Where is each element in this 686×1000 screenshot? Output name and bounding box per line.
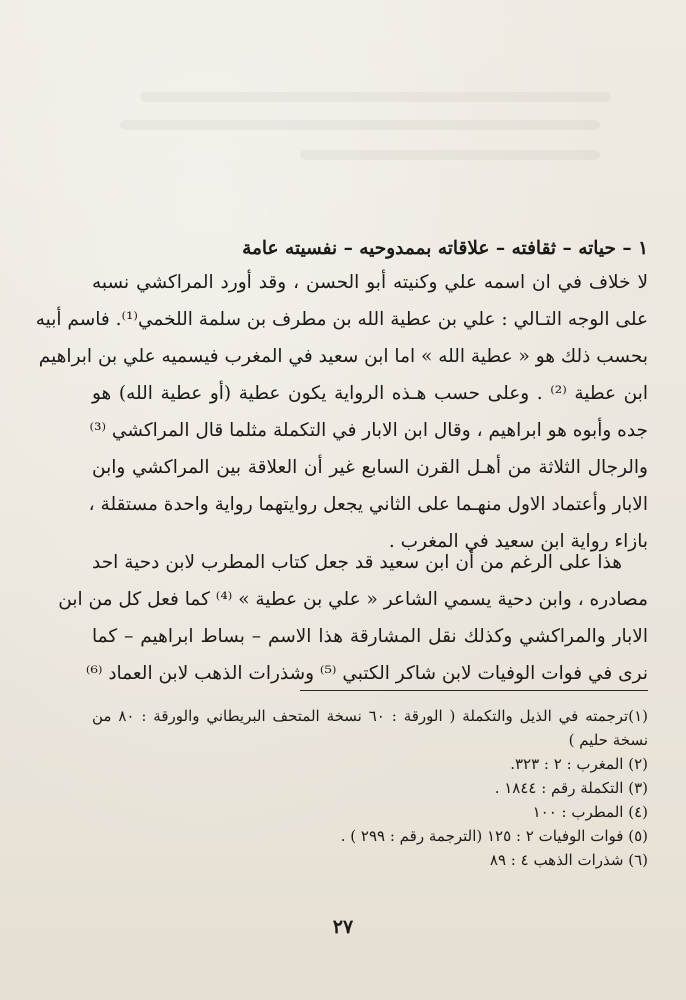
paragraph-1	[35, 264, 648, 560]
text-line: الابار والمراكشي وكذلك نقل المشارقة هذا الاسم – بساط ابراهيم – كما	[92, 626, 648, 647]
text-line: لا خلاف في ان اسمه علي وكنيته أبو الحسن ، وقد أورد المراكشي نسبه	[92, 272, 648, 293]
footnote: (١)ترجمته في الذيل والتكملة ( الورقة : ٦٠ نسخة المتحف البريطاني والورقة : ٨٠ من	[92, 707, 648, 725]
footnote: (٦) شذرات الذهب ٤ : ٨٩	[489, 851, 648, 869]
text-line: الابار وأعتماد الاول منهـما على الثاني يجعل روايتهما رواية واحدة مستقلة ،	[88, 494, 648, 515]
page-number: ٢٧	[332, 916, 354, 938]
section-heading: ١ – حياته – ثقافته – علاقاته بممدوحيه – نفسيته عامة	[242, 238, 648, 259]
bleed-through-line	[120, 120, 600, 130]
footnote: (٣) التكملة رقم : ١٨٤٤ .	[494, 779, 648, 797]
footnotes	[92, 704, 648, 872]
footnote: (٤) المطرب : ١٠٠	[532, 803, 648, 821]
bleed-through-line	[140, 92, 610, 102]
text-line: جده وأبوه هو ابراهيم ، وقال ابن الابار في التكملة مثلما قال المراكشي ⁽³⁾	[89, 420, 648, 441]
footnote: (٥) فوات الوفيات ٢ : ١٢٥ (الترجمة رقم : ٢٩٩ ) .	[340, 827, 648, 845]
footnote: (٢) المغرب : ٢ : ٣٢٣.	[510, 755, 648, 773]
text-line: نرى في فوات الوفيات لابن شاكر الكتبي ⁽⁵⁾ وشذرات الذهب لابن العماد ⁽⁶⁾	[85, 663, 648, 684]
text-line: ابن عطية ⁽²⁾ . وعلى حسب هـذه الرواية يكون عطية (أو عطية الله) هو	[92, 383, 648, 404]
text-line: بحسب ذلك هو « عطية الله » اما ابن سعيد في المغرب فيسميه علي بن ابراهيم	[38, 346, 648, 367]
bleed-through-line	[300, 150, 600, 160]
footnote: نسخة حليم )	[568, 731, 648, 749]
text-line: والرجال الثلاثة من أهـل القرن السابع غير أن العلاقة بين المراكشي وابن	[92, 457, 648, 478]
text-line: هذا على الرغم من أن ابن سعيد قد جعل كتاب المطرب لابن دحية احد	[92, 552, 622, 573]
paragraph-2	[58, 544, 648, 692]
text-line: بازاء رواية ابن سعيد في المغرب .	[388, 531, 648, 552]
footnote-divider	[300, 690, 648, 691]
text-line: على الوجه التـالي : علي بن عطية الله بن مطرف بن سلمة اللخمي⁽¹⁾. فاسم أبيه	[35, 309, 648, 330]
text-line: مصادره ، وابن دحية يسمي الشاعر « علي بن عطية » ⁽⁴⁾ كما فعل كل من ابن	[58, 589, 648, 610]
